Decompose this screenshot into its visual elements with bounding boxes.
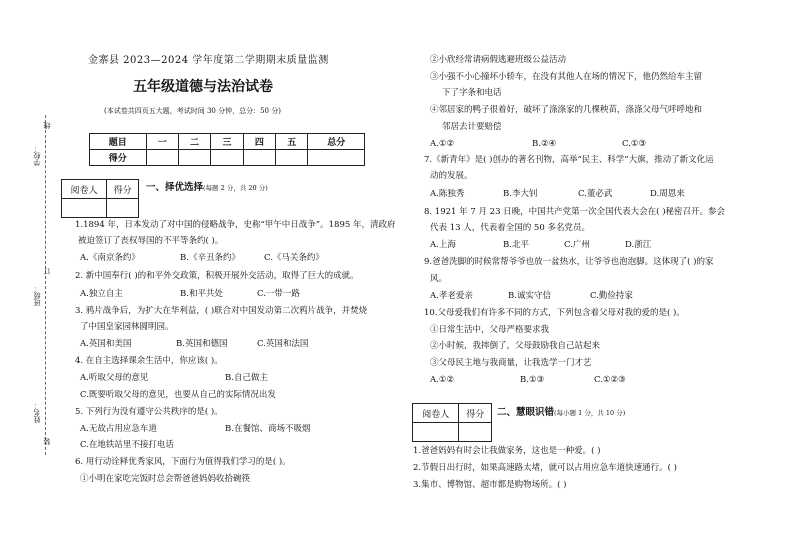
score-cell: 一	[146, 134, 178, 150]
class-label: 班级：	[33, 285, 41, 306]
section2-grader-box	[412, 403, 492, 442]
grader-score-input[interactable]	[107, 199, 139, 218]
score-cell: 题目	[90, 134, 147, 150]
q4-option-a[interactable]: A.听取父母的意见	[80, 373, 149, 383]
q10-text: 10.父母爱我们有许多不同的方式，下列包含着父母对我的爱的是( )。	[424, 308, 685, 318]
score-input-cell[interactable]	[146, 150, 178, 166]
q6-item-3-line2: 下了字条和电话	[442, 88, 502, 98]
county-line: 金寨县 2023—2024 学年度第二学期期末质量监测	[88, 55, 329, 66]
s2-q3: 3.集市、博物馆、超市都是购物场所。( )	[413, 480, 567, 490]
q6-option-a[interactable]: A.①②	[430, 139, 455, 149]
q8-option-d[interactable]: D.浙江	[625, 240, 652, 250]
q3-line2: 了中国皇家园林圆明园。	[80, 322, 174, 332]
binding-margin	[0, 0, 50, 544]
q2-text: 2. 新中国奉行( )的和平外交政策，积极开展外交活动，取得了巨大的成就。	[75, 271, 359, 281]
q8-line2: 代表 13 人，代表着全国的 50 多名党员。	[430, 223, 590, 233]
binding-mark-xian: 线	[43, 122, 51, 129]
q9-option-c[interactable]: C.勤俭持家	[590, 291, 633, 301]
q5-text: 5. 下列行为没有遵守公共秩序的是( )。	[75, 407, 223, 417]
q7-line1: 7.《新青年》是( )创办的著名刊物，高举“民主、科学”大旗，推动了新文化运	[424, 155, 714, 165]
q7-option-a[interactable]: A.陈独秀	[430, 189, 465, 199]
q6-item-4-line1: ④邻居家的鸭子很着好，破坏了涤涤家的几棵秧苗，涤涤父母气呼呼地和	[430, 105, 703, 115]
section1-title: 一、择优选择(每题 2 分，共 20 分)	[146, 182, 268, 193]
q10-option-a[interactable]: A.①②	[430, 375, 455, 385]
q2-option-b[interactable]: B.和平共处	[180, 289, 223, 299]
q7-option-b[interactable]: B.李大钊	[503, 189, 538, 199]
section1-note: (每题 2 分，共 20 分)	[203, 184, 268, 192]
q10-option-b[interactable]: B.①③	[520, 375, 545, 385]
reviewer-label: 阅卷人	[413, 404, 459, 423]
q6-text: 6. 用行动诠释优秀家风，下面行为值得我们学习的是( )。	[75, 457, 291, 467]
q4-option-c[interactable]: C.既要听取父母的意见，也要从自己的实际情况出发	[80, 390, 276, 400]
score-input-cell[interactable]	[276, 150, 308, 166]
section2-note: (每小题 1 分，共 10 分)	[554, 409, 626, 417]
q7-line2: 动的发展。	[430, 171, 473, 181]
q7-option-c[interactable]: C.董必武	[578, 189, 613, 199]
score-cell: 四	[243, 134, 275, 150]
grader-score-input[interactable]	[459, 423, 492, 442]
q5-option-c[interactable]: C.在地铁站里不接打电话	[80, 440, 174, 450]
section2-title: 二、慧眼识错(每小题 1 分，共 10 分)	[497, 407, 626, 418]
q9-line2: 风。	[430, 274, 448, 284]
q9-option-b[interactable]: B.诚实守信	[508, 291, 551, 301]
q9-option-a[interactable]: A.孝老爱亲	[430, 291, 473, 301]
exam-title: 五年级道德与法治试卷	[133, 79, 273, 95]
q8-line1: 8. 1921 年 7 月 23 日晚，中国共产党第一次全国代表大会在( )秘密召开。参会	[424, 207, 726, 217]
q1-line1: 1.1894 年，日本发动了对中国的侵略战争，史称“甲午中日战争”。1895 年，清政府	[75, 220, 396, 230]
school-label: 学校：	[33, 145, 41, 166]
q10-option-c[interactable]: C.①②③	[594, 375, 626, 385]
q2-option-a[interactable]: A.独立自主	[80, 289, 123, 299]
score-cell: 得分	[90, 150, 147, 166]
score-table	[89, 133, 365, 166]
score-input-cell[interactable]	[243, 150, 275, 166]
q8-option-c[interactable]: C.广州	[564, 240, 590, 250]
q6-item-2: ②小欣经常请病假逃避班级公益活动	[430, 55, 567, 65]
q3-option-b[interactable]: B.英国和德国	[176, 339, 228, 349]
score-cell: 三	[211, 134, 243, 150]
score-input-cell[interactable]	[211, 150, 243, 166]
q10-item-2: ②小时候，我摔倒了，父母鼓励我自己站起来	[430, 341, 601, 351]
score-cell: 二	[178, 134, 210, 150]
score-cell: 总分	[308, 134, 365, 150]
binding-line	[45, 115, 46, 455]
binding-mark-ding: 订	[43, 268, 51, 275]
score-table-score-row	[90, 150, 365, 166]
name-label: 姓名：	[33, 402, 41, 423]
q4-text: 4. 在自主选择课余生活中，你应该( )。	[75, 356, 223, 366]
q6-option-c[interactable]: C.①③	[622, 139, 647, 149]
reviewer-input[interactable]	[413, 423, 459, 442]
section1-grader-box	[61, 179, 139, 218]
q1-line2: 被迫签订了丧权辱国的不平等条约( )。	[78, 236, 224, 246]
q1-option-b[interactable]: B.《辛丑条约》	[180, 253, 240, 263]
q3-option-c[interactable]: C.英国和法国	[257, 339, 309, 349]
grader-score-label: 得分	[107, 180, 139, 199]
q7-option-d[interactable]: D.周恩来	[650, 189, 685, 199]
reviewer-input[interactable]	[62, 199, 107, 218]
q6-item-4-line2: 邻居去计要赔偿	[442, 122, 502, 132]
binding-mark-zhuang: 装	[43, 438, 51, 445]
q3-line1: 3. 鸦片战争后，为扩大在华利益，( )联合对中国发动第二次鸦片战争，并焚烧	[75, 306, 368, 316]
q6-item-1: ①小明在家吃完饭时总会帮爸爸妈妈收拾碗筷	[80, 474, 251, 484]
q6-option-b[interactable]: B.②④	[532, 139, 557, 149]
score-table-header-row	[90, 134, 365, 150]
q1-option-c[interactable]: C.《马关条约》	[264, 253, 324, 263]
reviewer-label: 阅卷人	[62, 180, 107, 199]
q4-option-b[interactable]: B.自己做主	[225, 373, 268, 383]
q6-item-3-line1: ③小强不小心撞坏小轿车，在没有其他人在场的情况下，他仍然给车主留	[430, 72, 703, 82]
q9-line1: 9.爸爸洗脚的时候常帮爷爷也放一盆热水，让爷爷也泡泡脚。这体现了( )的家	[424, 257, 714, 267]
q8-option-b[interactable]: B.北平	[503, 240, 529, 250]
grader-score-label: 得分	[459, 404, 492, 423]
q10-item-1: ①日常生活中，父母严格要求我	[430, 325, 550, 335]
q8-option-a[interactable]: A.上海	[430, 240, 456, 250]
q5-option-a[interactable]: A.无故占用应急车道	[80, 424, 157, 434]
score-input-cell[interactable]	[178, 150, 210, 166]
s2-q2: 2.节假日出行时，如果高速路太堵，就可以占用应急车道快速通行。( )	[413, 463, 677, 473]
q1-option-a[interactable]: A.《南京条约》	[80, 253, 140, 263]
q5-option-b[interactable]: B.在餐馆、商场不吸烟	[225, 424, 311, 434]
q10-item-3: ③父母民主地与我商量，让我选学一门才艺	[430, 358, 592, 368]
q3-option-a[interactable]: A.英国和美国	[80, 339, 132, 349]
s2-q1: 1.爸爸妈妈有时会让我做家务，这也是一种爱。( )	[413, 446, 601, 456]
score-input-cell[interactable]	[308, 150, 365, 166]
score-cell: 五	[276, 134, 308, 150]
exam-note: (本试卷共四页五大题，考试时间 30 分钟，总分：50 分)	[104, 107, 281, 115]
q2-option-c[interactable]: C.一带一路	[257, 289, 300, 299]
